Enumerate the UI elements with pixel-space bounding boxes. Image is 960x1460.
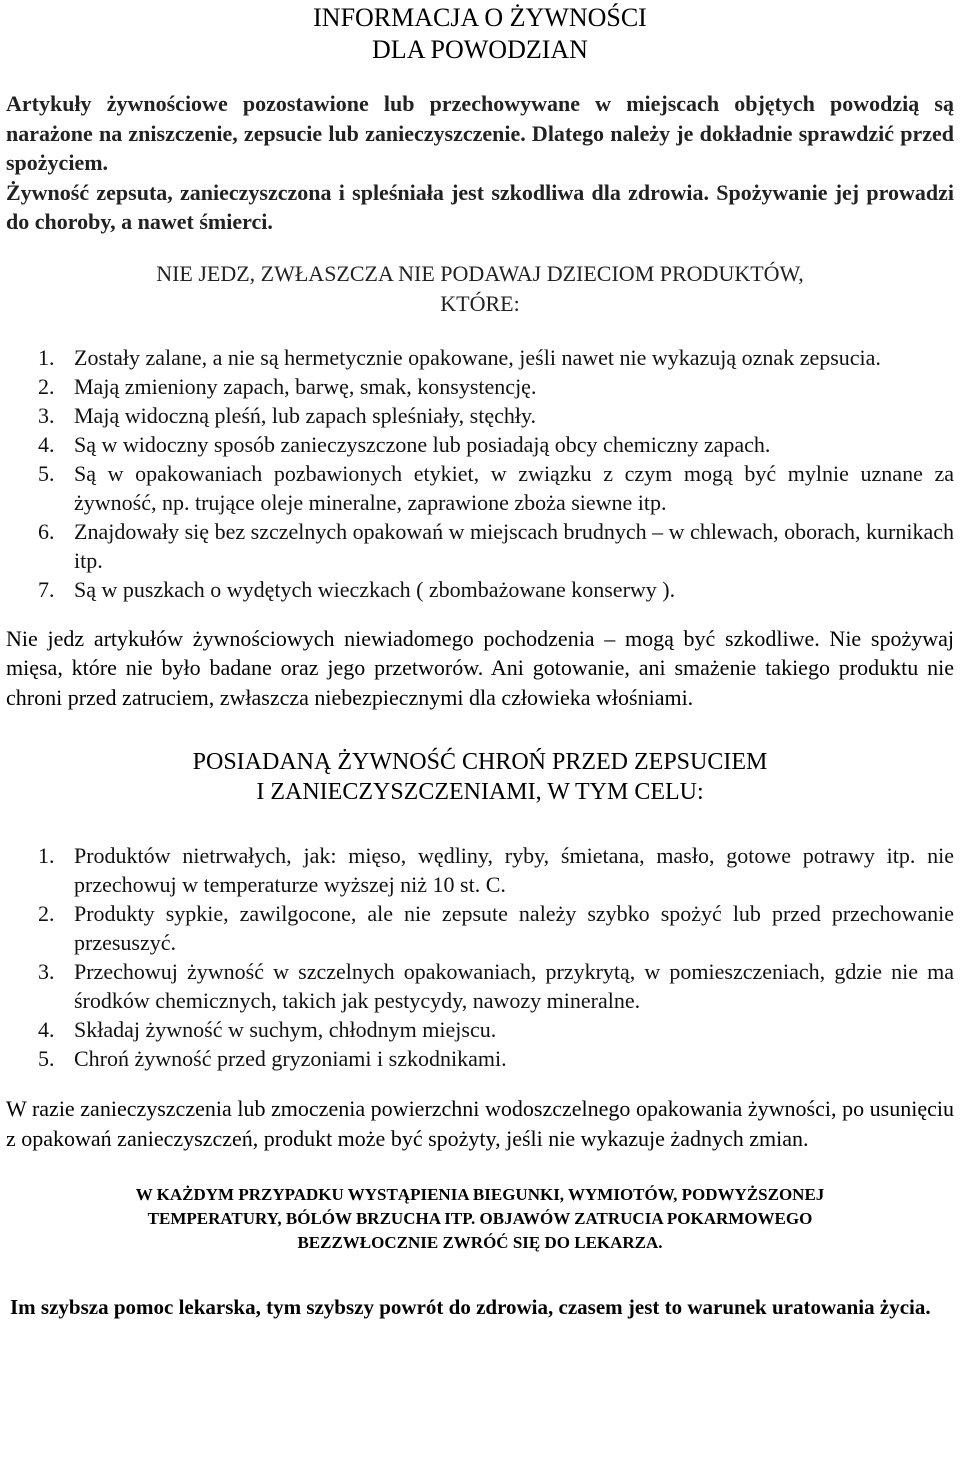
protect-heading-line-2: I ZANIECZYSZCZENIAMI, W TYM CELU: (256, 779, 704, 805)
list-item-text: Są w opakowaniach pozbawionych etykiet, w związku z czym mogą być mylnie uznane za żywność, np. trujące oleje mineralne, zaprawione zboża siewne itp. (74, 460, 954, 515)
list-item (6, 841, 954, 899)
protect-heading-line-1: POSIADANĄ ŻYWNOŚĆ CHROŃ PRZED ZEPSUCIEM (192, 749, 768, 775)
list-item-text: Produktów nietrwałych, jak: mięso, wędliny, ryby, śmietana, masło, gotowe potrawy itp. nie przechowuj w temperaturze wyższej niż 10 st. C. (74, 843, 954, 897)
list-item-text: Chroń żywność przed gryzoniami i szkodnikami. (74, 1046, 507, 1071)
intro-paragraph-2: Żywność zepsuta, zanieczyszczona i spleśniała jest szkodliwa dla zdrowia. Spożywanie jej prowadzi do choroby, a nawet śmierci. (6, 179, 954, 234)
warning-heading (6, 259, 954, 319)
contamination-paragraph: W razie zanieczyszczenia lub zmoczenia powierzchni wodoszczelnego opakowania żywności, po usunięciu z opakowań zanieczyszczeń, produkt może być spożyty, jeśli nie wykazuje żadnych zmian. (6, 1096, 954, 1151)
list-item-text: Zostały zalane, a nie są hermetycznie opakowane, jeśli nawet nie wykazują oznak zepsucia. (74, 344, 881, 370)
warning-heading-line-2: KTÓRE: (440, 290, 520, 316)
list-item-text: Mają widoczną pleśń, lub zapach spleśniały, stęchły. (74, 402, 537, 428)
list-item-number: 7. (38, 576, 55, 602)
list-item-text: Są w widoczny sposób zanieczyszczone lub posiadają obcy chemiczny zapach. (74, 431, 771, 457)
list-item-number: 3. (38, 402, 55, 428)
list-item-text: Składaj żywność w suchym, chłodnym miejscu. (74, 1017, 497, 1042)
title-line-2: DLA POWODZIAN (372, 35, 588, 64)
list-item (6, 430, 954, 459)
list-item-text: Znajdowały się bez szczelnych opakowań w miejscach brudnych – w chlewach, oborach, kurnikach itp. (74, 518, 954, 573)
list-item-number: 5. (38, 1046, 55, 1071)
list-item (6, 401, 954, 430)
list-item (6, 372, 954, 401)
protect-list (6, 841, 954, 1073)
list-item (6, 1044, 954, 1073)
list-item-text: Mają zmieniony zapach, barwę, smak, konsystencję. (74, 373, 537, 399)
document-title (6, 0, 954, 66)
list-item (6, 899, 954, 957)
intro-paragraph-1: Artykuły żywnościowe pozostawione lub przechowywane w miejscach objętych powodzią są narażone na zniszczenie, zepsucie lub zanieczyszczenie. Dlatego należy je dokładnie sprawdzić przed spożyciem. (6, 91, 954, 175)
list-item (6, 517, 954, 575)
list-item-number: 6. (38, 518, 55, 544)
list-item-text: Są w puszkach o wydętych wieczkach ( zbombażowane konserwy ). (74, 576, 676, 602)
list-item (6, 459, 954, 517)
alert-line-1: W KAŻDYM PRZYPADKU WYSTĄPIENIA BIEGUNKI, WYMIOTÓW, PODWYŻSZONEJ (135, 1185, 825, 1204)
list-item-number: 2. (38, 901, 55, 926)
alert-line-2: TEMPERATURY, BÓLÓW BRZUCHA ITP. OBJAWÓW ZATRUCIA POKARMOWEGO (147, 1209, 813, 1228)
list-item-number: 4. (38, 431, 55, 457)
protect-heading (6, 747, 954, 807)
list-item-number: 2. (38, 373, 55, 399)
title-line-1: INFORMACJA O ŻYWNOŚCI (313, 3, 647, 32)
list-item-text: Produkty sypkie, zawilgocone, ale nie zepsute należy szybko spożyć lub przed przechowanie przesuszyć. (74, 901, 954, 955)
list-item-number: 3. (38, 959, 55, 984)
list-item (6, 957, 954, 1015)
unknown-origin-paragraph: Nie jedz artykułów żywnościowych niewiadomego pochodzenia – mogą być szkodliwe. Nie spożywaj mięsa, które nie było badane oraz jego przetworów. Ani gotowanie, ani smażenie takiego produktu nie chroni przed zatruciem, zwłaszcza niebezpiecznymi dla człowieka włośniami. (6, 625, 954, 710)
closing-statement: Im szybsza pomoc lekarska, tym szybszy powrót do zdrowia, czasem jest to warunek uratowania życia. (10, 1295, 931, 1319)
list-item (6, 343, 954, 372)
list-item (6, 575, 954, 604)
alert-line-3: BEZZWŁOCZNIE ZWRÓĆ SIĘ DO LEKARZA. (297, 1233, 663, 1252)
intro-section (6, 89, 954, 237)
list-item-number: 1. (38, 344, 55, 370)
list-item-text: Przechowuj żywność w szczelnych opakowaniach, przykrytą, w pomieszczeniach, gdzie nie ma środków chemicznych, takich jak pestycydy, nawozy mineralne. (74, 959, 954, 1013)
list-item-number: 1. (38, 843, 55, 868)
warning-heading-line-1: NIE JEDZ, ZWŁASZCZA NIE PODAWAJ DZIECIOM PRODUKTÓW, (156, 260, 804, 286)
do-not-eat-list (6, 343, 954, 604)
list-item (6, 1015, 954, 1044)
list-item-number: 4. (38, 1017, 55, 1042)
doctor-alert (6, 1183, 954, 1255)
list-item-number: 5. (38, 460, 55, 486)
